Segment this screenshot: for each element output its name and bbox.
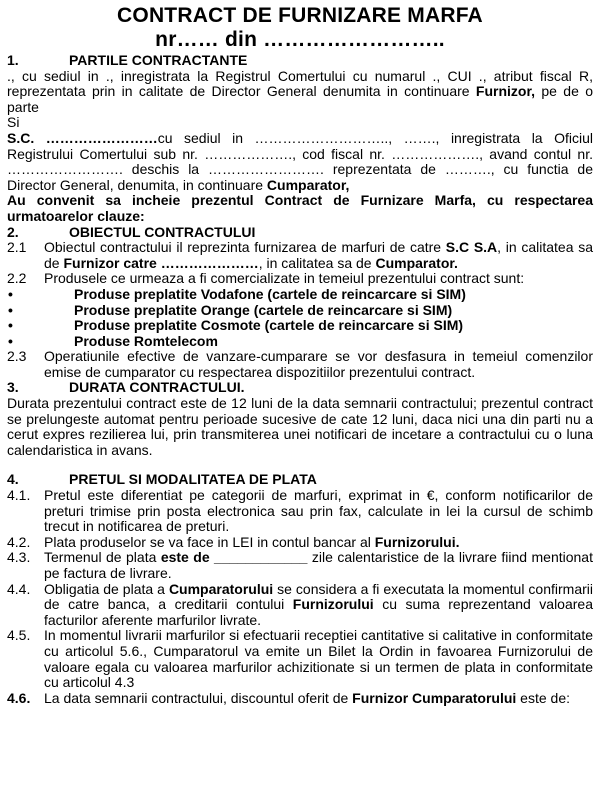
party-furnizor-paragraph [7, 69, 593, 116]
section-number: 1. [7, 52, 19, 68]
section-title: DURATA CONTRACTULUI. [69, 379, 245, 396]
section-title: PARTILE CONTRACTANTE [69, 52, 248, 68]
text-run: pe de o parte [7, 83, 593, 115]
text-run-bold: Furnizor, [475, 83, 536, 100]
list-item-text: Produse preplatite Vodafone (cartele de reincarcare si SIM) [74, 285, 466, 302]
clause-text [44, 550, 593, 581]
list-item [7, 303, 593, 319]
clause-4-1 [7, 488, 593, 535]
clause-number: 2.2 [7, 270, 27, 287]
section-2-heading [7, 225, 593, 241]
clause-number: 2.3 [7, 348, 27, 365]
clause-text [44, 240, 593, 271]
clause-4-6 [7, 691, 593, 707]
section-1-heading [7, 53, 593, 69]
duration-paragraph: Durata prezentului contract este de 12 luni de la data semnarii contractului; prezentul contract se prelungeste automat pentru perioade sucesive de cate 12 luni, daca nici una din parti nu a cerut expres rezilierea lui, prin transmiterea unei notificari de incetare a contractului cu o luna calendaristica in avans. [7, 395, 593, 458]
text-run-bold: este de ____________ [160, 549, 308, 566]
clause-number: 4.5. [7, 627, 31, 644]
clause-number: 4.3. [7, 549, 31, 566]
clause-4-2 [7, 535, 593, 551]
clause-2-2 [7, 271, 593, 287]
text-run: , in calitatea sa de [44, 239, 593, 271]
text-run-bold: Furnizor Cumparatorului [352, 689, 517, 706]
text-run: Plata produselor se va face in LEI in contul bancar al [44, 533, 375, 550]
text-run: ., cu sediul in ., inregistrata la Registrul Comertului cu numarul ., CUI ., atribut fiscal R, reprezentata prin in calitate de Director General denumita in continuare [7, 67, 593, 100]
clause-text [44, 691, 593, 707]
clause-number: 4.6. [7, 689, 31, 706]
text-run-bold: S.C S.A [445, 239, 498, 256]
text-run: zile calentaristice de la livrare fiind mentionat pe factura de livrare. [44, 549, 593, 581]
text-run: , in calitatea sa de [258, 254, 376, 271]
section-number: 4. [7, 471, 19, 488]
bullet-icon: • [8, 332, 13, 349]
bullet-icon: • [8, 317, 13, 334]
text-run-bold: Cumparator, [266, 176, 350, 193]
text-run-bold: Cumparator. [375, 254, 458, 271]
text-run-bold: Furnizorului. [374, 533, 460, 550]
clause-2-1 [7, 240, 593, 271]
clause-number: 4.2. [7, 533, 31, 550]
clause-text: Pretul este diferentiat pe categorii de marfuri, exprimat in €, conform notificarilor de preturi trimise prin posta electronica sau prin fax, calculate in lei la cursul de schimb trecut in notificarea de preturi. [44, 487, 593, 535]
text-run: La data semnarii contractului, discountul oferit de [44, 689, 353, 706]
section-4-heading [7, 472, 593, 488]
bullet-icon: • [8, 301, 13, 318]
agreement-paragraph: Au convenit sa incheie prezentul Contract de Furnizare Marfa, cu respectarea urmatoarelor clauze: [7, 192, 593, 224]
clause-number: 2.1 [7, 239, 27, 256]
clause-text [44, 582, 593, 629]
list-item [7, 287, 593, 303]
section-title: OBIECTUL CONTRACTULUI [69, 223, 256, 240]
list-item [7, 334, 593, 350]
text-run-bold: S.C. …………………… [7, 129, 158, 146]
list-item [7, 318, 593, 334]
clause-4-3 [7, 550, 593, 581]
clause-number: 4.1. [7, 487, 31, 504]
bullet-icon: • [8, 285, 13, 302]
party-cumparator-paragraph [7, 131, 593, 193]
text-run: cu suma reprezentand valoarea facturilor aferente marfurilor livrate. [44, 596, 593, 628]
conjunction-line: Si [7, 114, 20, 131]
list-item-text: Produse preplatite Orange (cartele de reincarcare si SIM) [74, 301, 453, 318]
section-title: PRETUL SI MODALITATEA DE PLATA [69, 471, 317, 488]
text-run-bold: Furnizorului [292, 596, 374, 613]
text-run: este de: [516, 689, 570, 706]
document-title: CONTRACT DE FURNIZARE MARFA [117, 4, 483, 27]
document-number-line: nr…… din …………………….. [155, 28, 445, 51]
text-run-bold: Cumparatorului [168, 580, 274, 597]
text-run: cu sediul in ……………………….., ……., inregistrata la Oficiul Registrului Comertului sub nr. ………………., cod fiscal nr. ………………., avand contul nr. ……………………. deschis la ……………………. reprezentata de ………., cu functia de Director General, denumita, in continuare [7, 129, 593, 193]
clause-text [44, 535, 593, 551]
list-item-text: Produse preplatite Cosmote (cartele de reincarcare si SIM) [74, 317, 464, 334]
clause-text: Produsele ce urmeaza a fi comercializate in temeiul prezentului contract sunt: [44, 270, 525, 287]
clause-text: In momentul livrarii marfurilor si efectuarii receptiei cantitative si calitative in conformitate cu articolul 5.6., Cumparatorul va emite un Bilet la Ordin in favoarea Furnizorului de valoare egala cu valoarea marfurilor achizitionate si un termen de plata in conformitate cu articolul 4.3 [44, 627, 593, 691]
clause-2-3 [7, 349, 593, 380]
text-run: Obiectul contractului il reprezinta furnizarea de marfuri de catre [44, 239, 446, 256]
section-number: 2. [7, 223, 19, 240]
section-3-heading [7, 380, 593, 396]
section-number: 3. [7, 379, 19, 396]
clause-4-4 [7, 582, 593, 629]
text-run: Termenul de plata [44, 549, 161, 566]
text-run-bold: Furnizor catre ………………… [63, 254, 259, 271]
list-item-text: Produse Romtelecom [74, 332, 218, 349]
text-run: Obligatia de plata a [44, 580, 169, 597]
clause-4-5 [7, 628, 593, 690]
clause-text: Operatiunile efective de vanzare-cumparare se vor desfasura in temeiul comenzilor emise de cumparator cu respectarea dispozitiilor prezentului contract. [44, 348, 593, 380]
spacer [7, 458, 593, 472]
text-run: se considera a fi executata la momentul confirmarii de catre banca, a creditarii contului [44, 580, 593, 613]
clause-number: 4.4. [7, 580, 31, 597]
